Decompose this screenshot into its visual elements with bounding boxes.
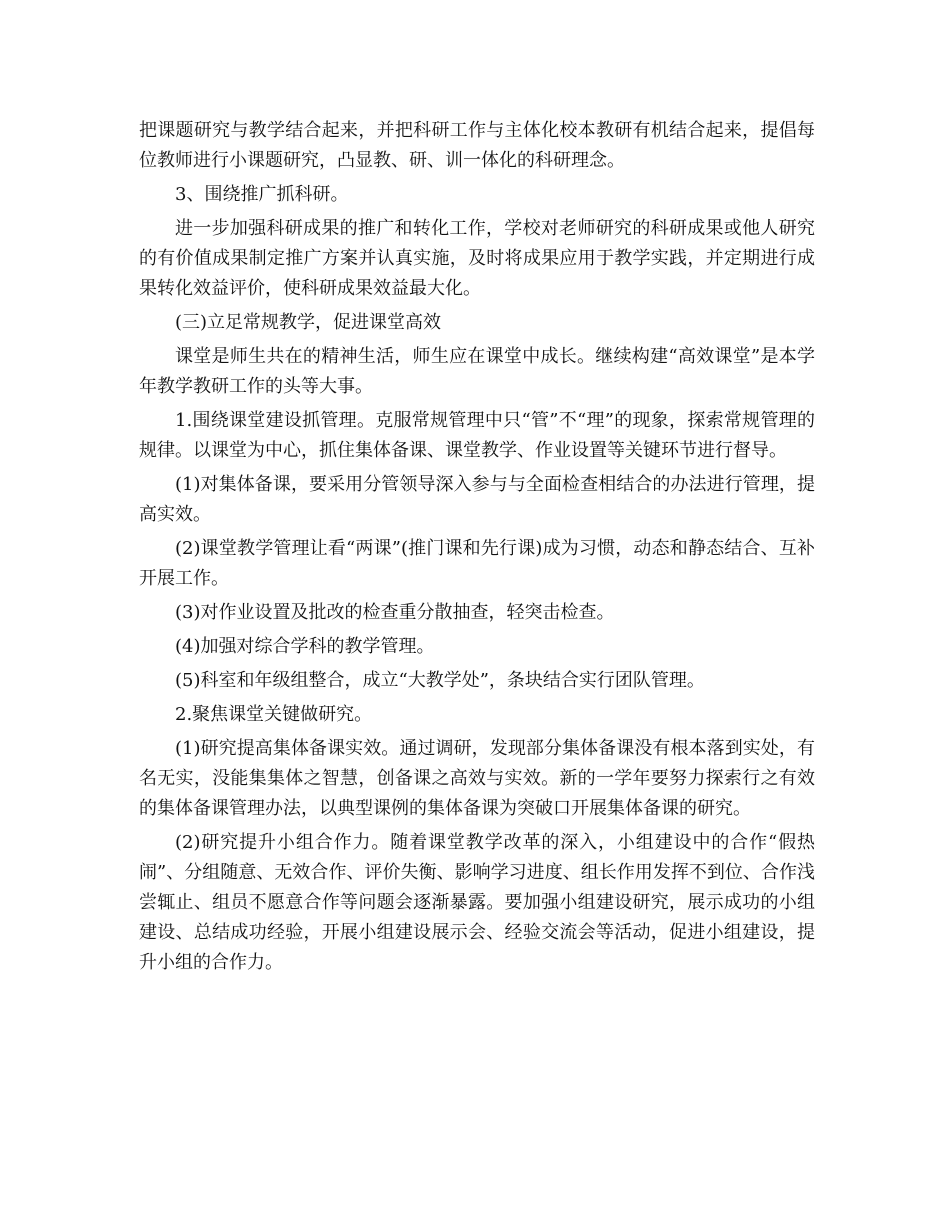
- list-item: (2)课堂教学管理让看“两课”(推门课和先行课)成为习惯，动态和静态结合、互补开展工作。: [139, 538, 815, 589]
- paragraph: 课堂是师生共在的精神生活，师生应在课堂中成长。继续构建“高效课堂”是本学年教学教研工作的头等大事。: [139, 346, 815, 397]
- list-item: (1)对集体备课，要采用分管领导深入参与与全面检查相结合的办法进行管理，提高实效。: [139, 474, 815, 525]
- document-body: [139, 116, 815, 978]
- paragraph: 1.围绕课堂建设抓管理。克服常规管理中只“管”不“理”的现象，探索常规管理的规律。以课堂为中心，抓住集体备课、课堂教学、作业设置等关键环节进行督导。: [139, 410, 815, 461]
- paragraph: 进一步加强科研成果的推广和转化工作，学校对老师研究的科研成果或他人研究的有价值成果制定推广方案并认真实施，及时将成果应用于教学实践，并定期进行成果转化效益评价，使科研成果效益最大化。: [139, 218, 815, 299]
- list-item: (2)研究提升小组合作力。随着课堂教学改革的深入，小组建设中的合作“假热闹”、分组随意、无效合作、评价失衡、影响学习进度、组长作用发挥不到位、合作浅尝辄止、组员不愿意合作等问题会逐渐暴露。要加强小组建设研究，展示成功的小组建设、总结成功经验，开展小组建设展示会、经验交流会等活动，促进小组建设，提升小组的合作力。: [139, 832, 815, 973]
- list-item: (5)科室和年级组整合，成立“大教学处”，条块结合实行团队管理。: [175, 670, 705, 691]
- paragraph-heading: 2.聚焦课堂关键做研究。: [175, 704, 373, 725]
- section-heading: (三)立足常规教学，促进课堂高效: [175, 312, 442, 333]
- paragraph-heading-3: 3、围绕推广抓科研。: [175, 184, 349, 205]
- list-item: (4)加强对综合学科的教学管理。: [175, 636, 435, 657]
- paragraph-continuation: 把课题研究与教学结合起来，并把科研工作与主体化校本教研有机结合起来，提倡每位教师进行小课题研究，凸显教、研、训一体化的科研理念。: [139, 120, 815, 171]
- list-item: (1)研究提高集体备课实效。通过调研，发现部分集体备课没有根本落到实处，有名无实，没能集集体之智慧，创备课之高效与实效。新的一学年要努力探索行之有效的集体备课管理办法，以典型课例的集体备课为突破口开展集体备课的研究。: [139, 738, 815, 819]
- list-item: (3)对作业设置及批改的检查重分散抽查，轻突击检查。: [175, 602, 615, 623]
